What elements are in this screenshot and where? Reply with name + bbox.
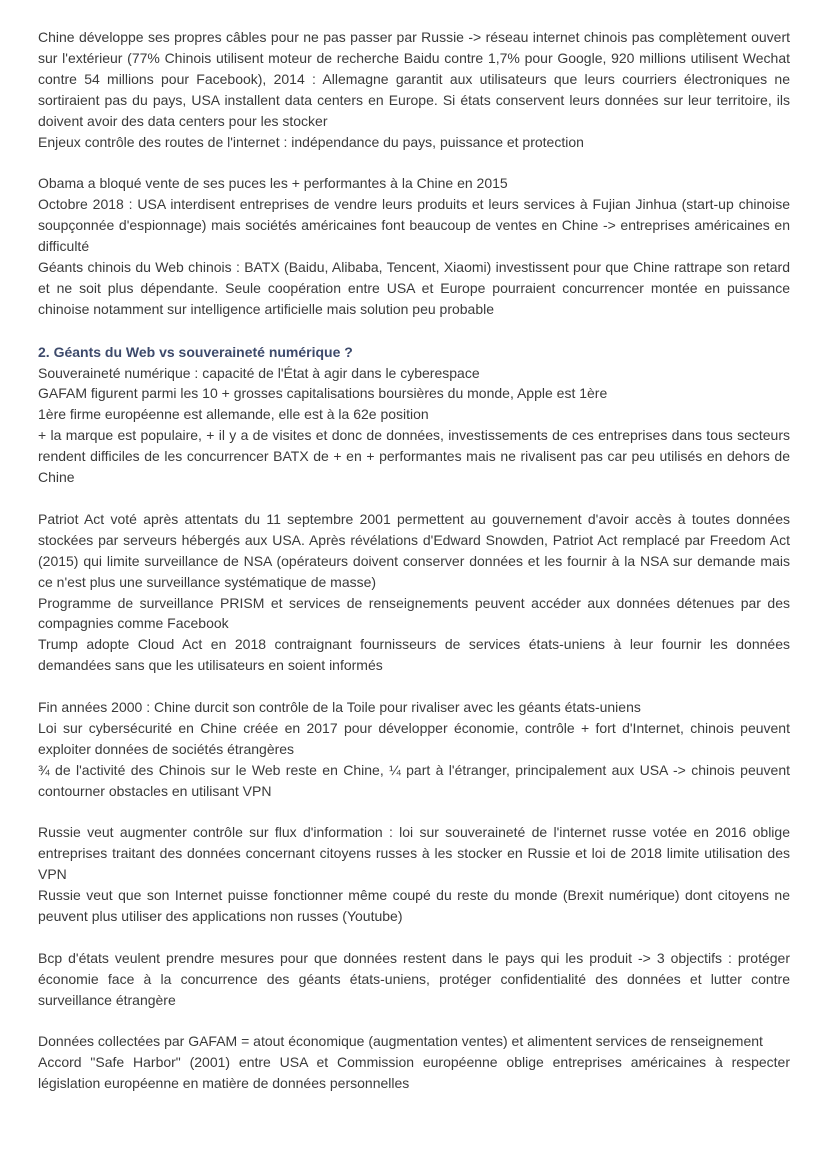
text-line: Géants chinois du Web chinois : BATX (Baidu, Alibaba, Tencent, Xiaomi) investissent pour que Chine rattrape son retard et ne soit plus dépendante. Seule coopération entre USA et Europe pourraient concurrencer montée en puissance chinoise notamment sur intelligence artificielle mais solution peu probable [38, 258, 790, 317]
text-line: ¾ de l'activité des Chinois sur le Web reste en Chine, ¼ part à l'étranger, principalement aux USA -> chinois peuvent contourner obstacles en utilisant VPN [38, 761, 790, 799]
text-line: Patriot Act voté après attentats du 11 septembre 2001 permettent au gouvernement d'avoir accès à toutes données stockées par serveurs hébergés aux USA. Après révélations d'Edward Snowden, Patriot Act remplacé par Freedom Act (2015) qui limite surveillance de NSA (opérateurs doivent conserver données et les fournir à la NSA sur demande mais ce n'est plus une surveillance systématique de masse) [38, 510, 790, 590]
document-page [38, 27, 790, 1115]
text-line: Données collectées par GAFAM = atout économique (augmentation ventes) et alimentent services de renseignement [38, 1033, 763, 1050]
text-line: Enjeux contrôle des routes de l'internet : indépendance du pays, puissance et protection [38, 133, 584, 150]
paragraph-objectifs [38, 948, 790, 1011]
text-line: Bcp d'états veulent prendre mesures pour que données restent dans le pays qui les produit -> 3 objectifs : protéger économie face à la concurrence des géants états-uniens, protéger confidentialité des données et lutter contre surveillance étrangère [38, 949, 790, 1008]
paragraph-chine-controle [38, 697, 790, 802]
text-line: Russie veut augmenter contrôle sur flux d'information : loi sur souveraineté de l'internet russe votée en 2016 oblige entreprises traitant des données concernant citoyens russes à les stocker en Russie et loi de 2018 limite utilisation des VPN [38, 824, 790, 883]
text-line: 1ère firme européenne est allemande, elle est à la 62e position [38, 406, 429, 423]
text-line: Loi sur cybersécurité en Chine créée en 2017 pour développer économie, contrôle + fort d'Internet, chinois peuvent exploiter données de sociétés étrangères [38, 719, 790, 757]
section-heading: 2. Géants du Web vs souveraineté numérique ? [38, 343, 353, 360]
paragraph-usa-china [38, 173, 790, 319]
text-line: Souveraineté numérique : capacité de l'État à agir dans le cyberespace [38, 364, 480, 381]
text-line: Obama a bloqué vente de ses puces les + performantes à la Chine en 2015 [38, 175, 508, 192]
text-line: Programme de surveillance PRISM et services de renseignements peuvent accéder aux données détenues par des compagnies comme Facebook [38, 594, 790, 632]
text-line: Trump adopte Cloud Act en 2018 contraignant fournisseurs de services états-uniens à leur fournir les données demandées sans que les utilisateurs en soient informés [38, 636, 790, 674]
text-line: Accord "Safe Harbor" (2001) entre USA et Commission européenne oblige entreprises américaines à respecter législation européenne en matière de données personnelles [38, 1054, 790, 1092]
paragraph-souverainete [38, 363, 790, 488]
text-line: Fin années 2000 : Chine durcit son contrôle de la Toile pour rivaliser avec les géants états-uniens [38, 699, 641, 716]
text-line: Russie veut que son Internet puisse fonctionner même coupé du reste du monde (Brexit numérique) dont citoyens ne peuvent plus utiliser des applications non russes (Youtube) [38, 887, 790, 925]
paragraph-cables [38, 27, 790, 152]
paragraph-patriot-act [38, 509, 790, 676]
text-line: GAFAM figurent parmi les 10 + grosses capitalisations boursières du monde, Apple est 1ère [38, 385, 608, 402]
text-line: + la marque est populaire, + il y a de visites et donc de données, investissements de ces entreprises dans tous secteurs rendent difficiles de les concurrencer BATX de + en + performantes mais ne rivalisent pas car peu utilisés en dehors de Chine [38, 427, 790, 486]
paragraph-safe-harbor [38, 1031, 790, 1094]
text-line: Chine développe ses propres câbles pour ne pas passer par Russie -> réseau internet chinois pas complètement ouvert sur l'extérieur (77% Chinois utilisent moteur de recherche Baidu contre 1,7% pour Google, 920 millions utilisent Wechat contre 54 millions pour Facebook), 2014 : Allemagne garantit aux utilisateurs que leurs courriers électroniques ne sortiraient pas du pays, USA installent data centers en Europe. Si états conservent leurs données sur leur territoire, ils doivent avoir des data centers pour les stocker [38, 29, 790, 129]
text-line: Octobre 2018 : USA interdisent entreprises de vendre leurs produits et leurs services à Fujian Jinhua (start-up chinoise soupçonnée d'espionnage) mais sociétés américaines font beaucoup de ventes en Chine -> entreprises américaines en difficulté [38, 196, 790, 255]
paragraph-russie [38, 822, 790, 927]
